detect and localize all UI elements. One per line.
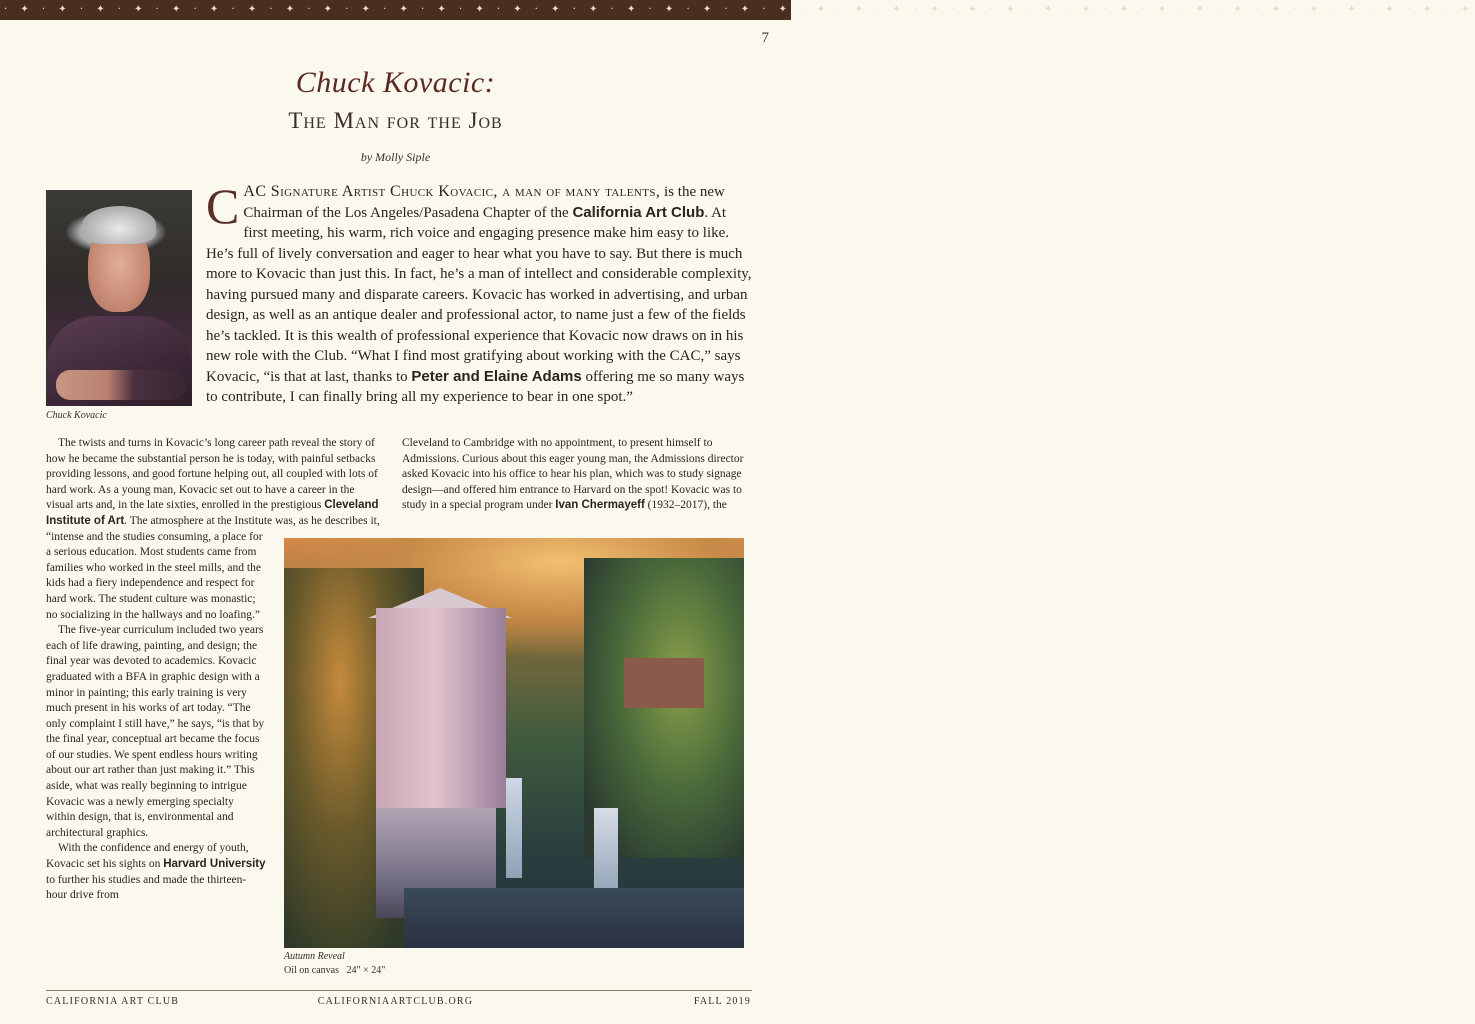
portrait-caption: Chuck Kovacic [46,410,107,421]
body-text: to further his studies and made the thirteen-hour drive from [46,873,247,902]
intro-text-1: is the new Chairman of the Los Angeles/Pasadena Chapter of the [243,184,725,221]
body-column-right [402,436,752,514]
intro-lead: AC Signature Artist Chuck Kovacic, a man of many talents, [243,183,661,200]
body-text: . The atmosphere at the Institute was, as he describes it, “intense and the studies consuming, a place for a serious education. Most students came from families who worked in the steel mills, and the kids had a fiery independence and respect for hard work. The student culture was monastic; no socializing in the hallways and no loafing.” [46,514,380,621]
intro-bold-1: California Art Club [572,203,705,221]
body-bold: Ivan Chermayeff [555,499,645,512]
painting-house [624,658,704,708]
painting-medium-line [284,964,385,978]
portrait-hair [82,206,156,244]
footer-publication: CALIFORNIA ART CLUB [46,996,180,1007]
article-subtitle: The Man for the Job [288,108,503,133]
body-text: Cleveland to Cambridge with no appointment, to present himself to Admissions. Curious about this eager young man, the Admissions director asked Kovacic into his office to hear his plan, which was to study signage design—and offered him entrance to Harvard on the spot! Kovacic was to study in a special program under [402,437,744,512]
page-number: 7 [761,30,769,46]
body-paragraph-col2 [402,436,752,514]
painting-image [284,538,744,948]
portrait-arms [56,370,186,400]
painting-caption [284,950,385,978]
drop-cap: C [206,178,240,234]
intro-bold-2: Peter and Elaine Adams [411,367,582,385]
painting-medium: Oil on canvas [284,965,339,976]
body-bold: Harvard University [163,858,266,871]
footer-website: CALIFORNIAARTCLUB.ORG [317,996,474,1007]
footer-divider [46,990,752,991]
body-bold: Cleveland Institute of Art [46,499,379,527]
intro-text-2: . At first meeting, his warm, rich voice and engaging presence make him easy to like. He’s full of lively conversation and eager to hear what you have to say. But there is much more to Kovacic than just this. In fact, he’s a man of intellect and considerable complexity, having pursued many and disparate careers. Kovacic has worked in advertising, and urban design, as well as an antique dealer and professional actor, to name just a few of the fields he’s tackled. It is this wealth of professional experience that Kovacic now draws on in his new role with the Club. “What I find most gratifying about working with the CAC,” says Kovacic, “is that at last, thanks to [206,204,752,385]
ornamental-border: · ✦ · ✦ · ✦ · ✦ · ✦ · ✦ · ✦ · ✦ · ✦ · ✦ · ✦ · ✦ · ✦ · ✦ · ✦ · ✦ · ✦ · ✦ · ✦ · ✦ · ✦ · ✦ · ✦ · ✦ · ✦ · ✦ · ✦ · ✦ · ✦ · ✦ · ✦ · ✦ · ✦ · ✦ · ✦ · ✦ · ✦ · ✦ · ✦ [0,0,791,20]
painting-water [404,888,744,948]
painting-mill [376,608,506,808]
painting-size: 24" × 24" [346,965,386,976]
painting-waterfall [506,778,522,878]
footer-issue: FALL 2019 [693,996,751,1007]
body-text: The twists and turns in Kovacic’s long career path reveal the story of how he became the substantial person he is today, with painful setbacks providing lessons, and good fortune helping out, all coupled with lots of hard work. As a young man, Kovacic set out to have a career in the visual arts and, in the late sixties, enrolled in the prestigious [46,437,378,512]
body-text: The five-year curriculum included two years each of life drawing, painting, and design; the final year was devoted to academics. Kovacic graduated with a BFA in graphic design with a minor in painting; this early training is very much present in his works of art today. “The only complaint I still have,” he says, “is that by the final year, conceptual art became the focus of our studies. We spent endless hours writing about our art rather than just making it.” This aside, what was really beginning to intrigue Kovacic was a newly emerging specialty within design, that is, environmental and architectural graphics. [46,624,265,839]
byline: by Molly Siple [360,150,431,164]
painting-title: Autumn Reveal [284,951,345,962]
intro-paragraph [206,178,752,408]
portrait-photo [46,190,192,406]
article-title: Chuck Kovacic: [295,66,496,99]
body-text: (1932–2017), the [644,499,727,512]
body-text: With the confidence and energy of youth, Kovacic set his sights on [46,842,249,871]
intro-text-3: offering me so many ways to contribute, I can finally bring all my experience to bear in one spot.” [206,368,745,405]
